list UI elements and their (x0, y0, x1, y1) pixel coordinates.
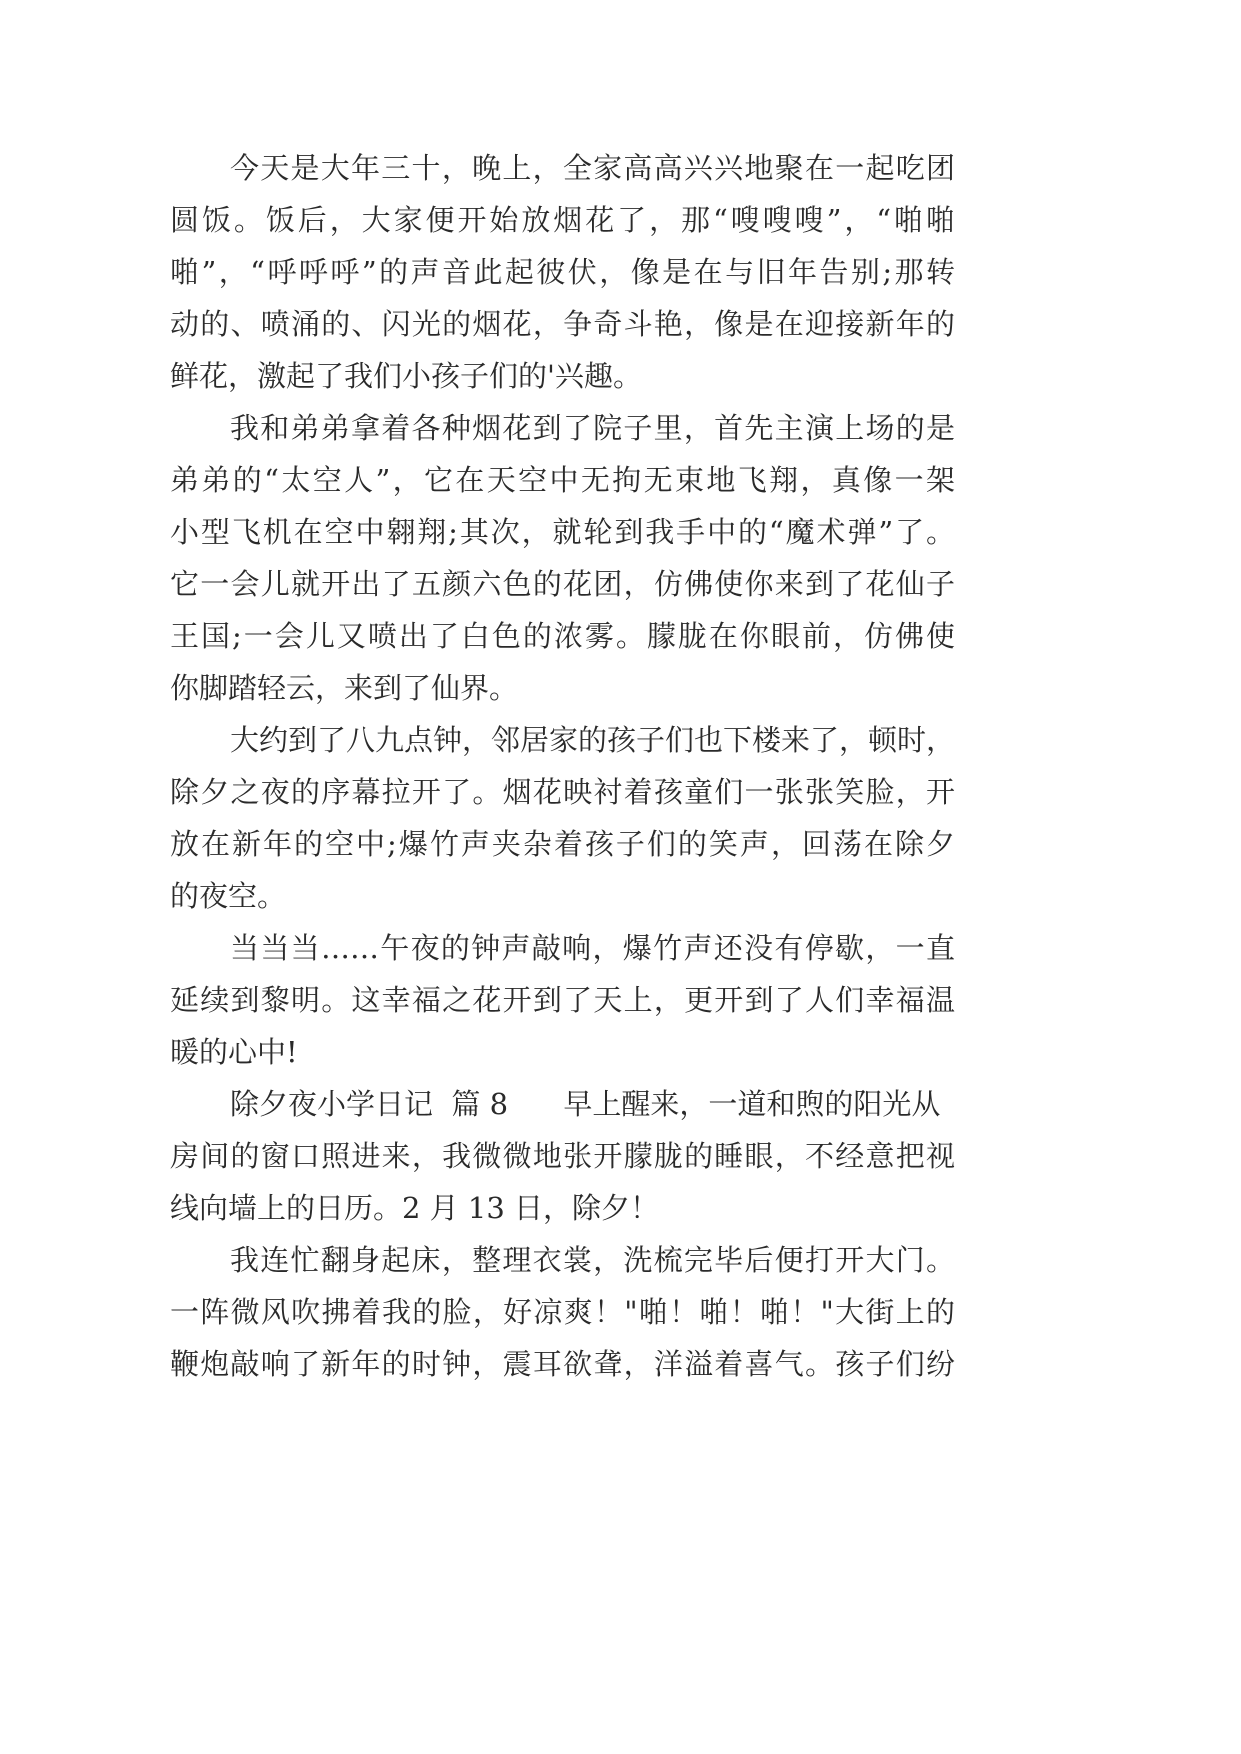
paragraph-line: 圆饭。饭后，大家便开始放烟花了，那“嗖嗖嗖”，“啪啪 (170, 203, 955, 237)
paragraph-line: 啪”，“呼呼呼”的声音此起彼伏，像是在与旧年告别;那转 (170, 255, 955, 289)
paragraph-line: 它一会儿就开出了五颜六色的花团，仿佛使你来到了花仙子 (170, 567, 955, 601)
paragraph-line: 弟弟的“太空人”，它在天空中无拘无束地飞翔，真像一架 (170, 463, 955, 497)
document-body (170, 142, 955, 1390)
paragraph-line: 我和弟弟拿着各种烟花到了院子里，首先主演上场的是 (230, 411, 955, 445)
paragraph (170, 142, 955, 402)
paragraph-line: 我连忙翻身起床，整理衣裳，洗梳完毕后便打开大门。 (230, 1243, 955, 1277)
paragraph (170, 714, 955, 922)
paragraph-line: 今天是大年三十，晚上，全家高高兴兴地聚在一起吃团 (230, 151, 955, 185)
paragraph-line: 鲜花，激起了我们小孩子们的'兴趣。 (170, 359, 642, 393)
paragraph (170, 1078, 955, 1234)
paragraph-line: 当当当……午夜的钟声敲响，爆竹声还没有停歇，一直 (230, 931, 955, 965)
paragraph (170, 922, 955, 1078)
paragraph-line: 的夜空。 (170, 879, 287, 913)
paragraph-line: 你脚踏轻云，来到了仙界。 (170, 671, 519, 705)
paragraph-line: 小型飞机在空中翱翔;其次，就轮到我手中的“魔术弹”了。 (170, 515, 955, 549)
paragraph-line: 鞭炮敲响了新年的时钟，震耳欲聋，洋溢着喜气。孩子们纷 (170, 1347, 955, 1381)
paragraph-line: 暖的心中! (170, 1035, 298, 1069)
paragraph (170, 1234, 955, 1390)
paragraph-line: 线向墙上的日历。2 月 13 日，除夕！ (170, 1191, 660, 1225)
paragraph-line: 房间的窗口照进来，我微微地张开朦胧的睡眼，不经意把视 (170, 1139, 955, 1173)
paragraph-line: 放在新年的空中;爆竹声夹杂着孩子们的笑声，回荡在除夕 (170, 827, 955, 861)
paragraph-line: 大约到了八九点钟，邻居家的孩子们也下楼来了，顿时， (230, 723, 956, 757)
paragraph-line: 除夕之夜的序幕拉开了。烟花映衬着孩童们一张张笑脸，开 (170, 775, 955, 809)
paragraph-line: 王国;一会儿又喷出了白色的浓雾。朦胧在你眼前，仿佛使 (170, 619, 955, 653)
paragraph-line: 一阵微风吹拂着我的脸，好凉爽！"啪！啪！啪！"大街上的 (170, 1295, 955, 1329)
paragraph-line: 除夕夜小学日记 篇 8 早上醒来，一道和煦的阳光从 (230, 1087, 941, 1121)
paragraph (170, 402, 955, 714)
paragraph-line: 延续到黎明。这幸福之花开到了天上，更开到了人们幸福温 (170, 983, 955, 1017)
paragraph-line: 动的、喷涌的、闪光的烟花，争奇斗艳，像是在迎接新年的 (170, 307, 955, 341)
